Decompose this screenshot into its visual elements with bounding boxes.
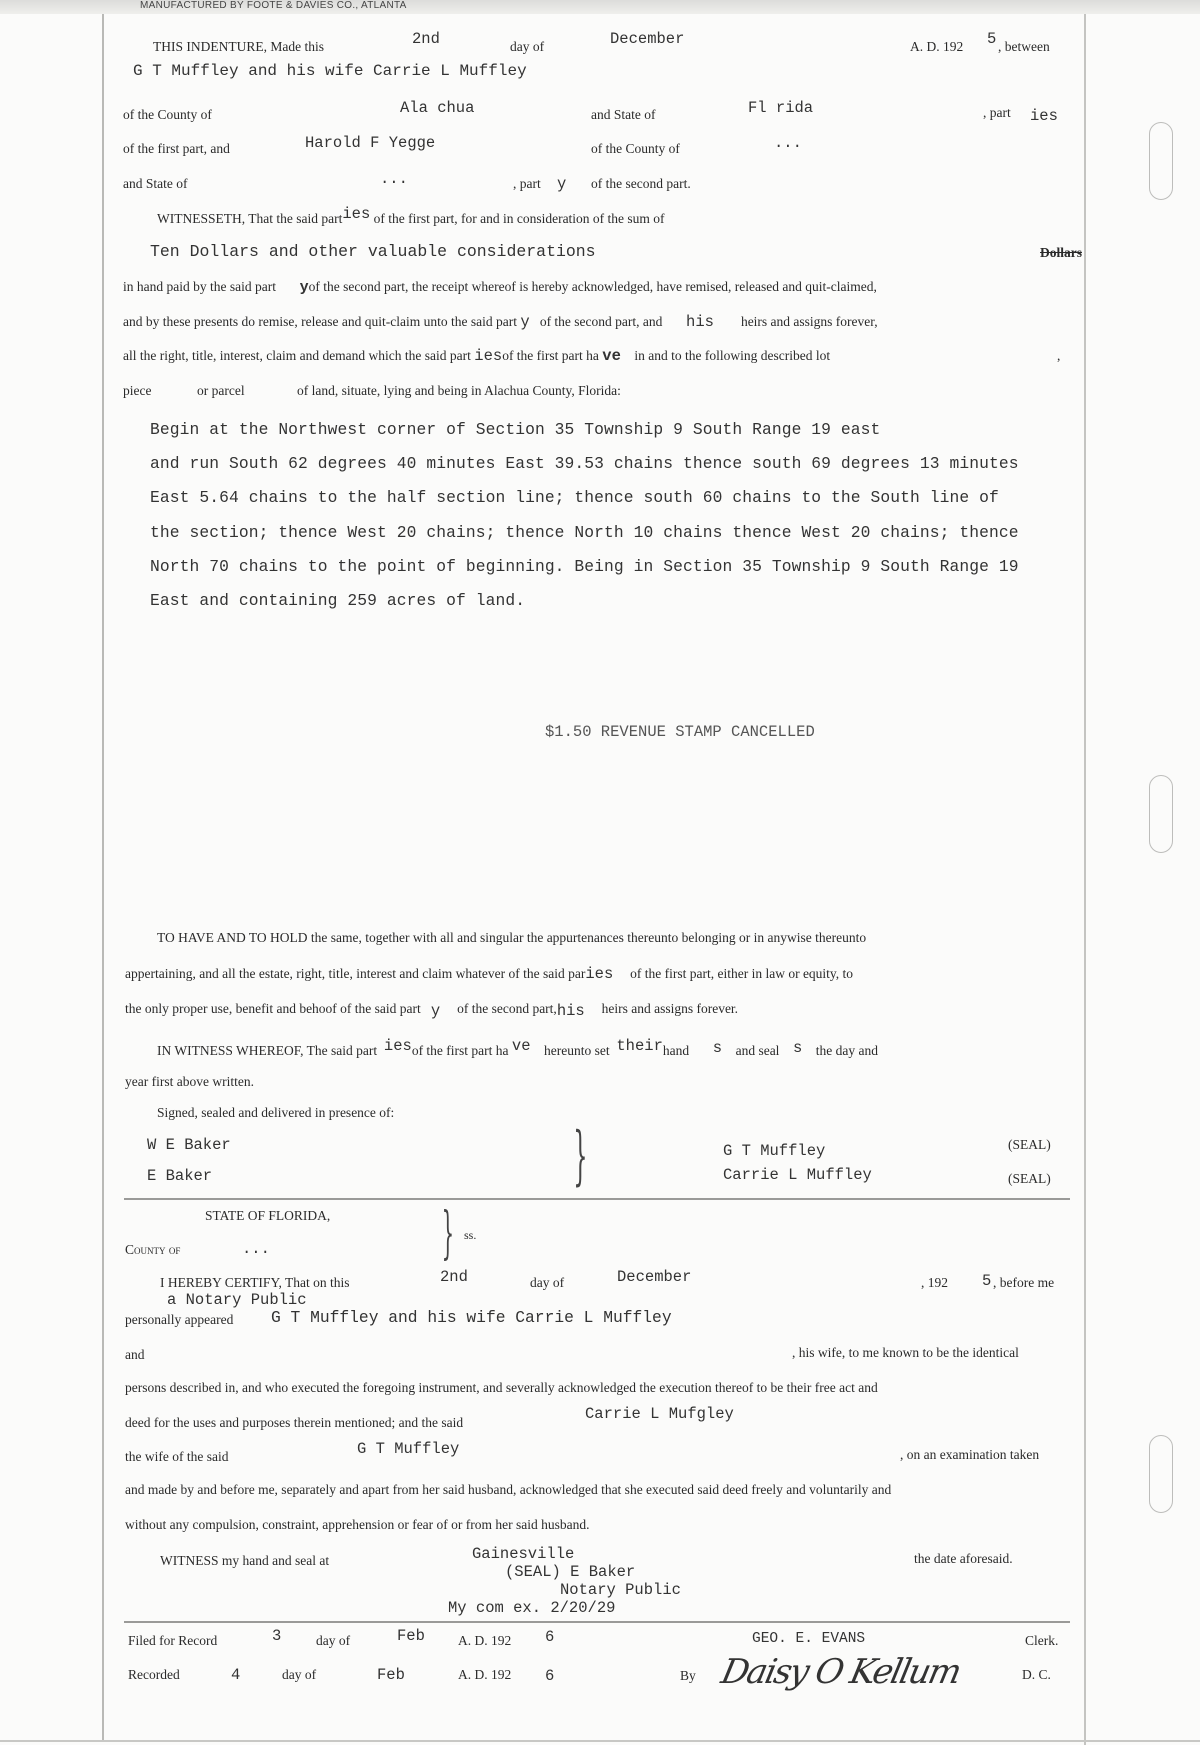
clerk-label: Clerk.: [1025, 1633, 1059, 1648]
wife-of-label: the wife of the said: [125, 1449, 229, 1464]
section-divider: [124, 1621, 1070, 1623]
grantor-signature: G T Muffley: [723, 1142, 826, 1160]
witnesseth-line-2: and by these presents do remise, release and quit-claim unto the said part y of the second part, and his heirs and assigns forever,: [123, 313, 878, 331]
ack-year-prefix: , 192: [921, 1275, 948, 1290]
ad-label: A. D. 192: [910, 39, 964, 54]
first-part-label: of the first part, and: [123, 141, 230, 156]
appeared-label: personally appeared: [125, 1312, 234, 1327]
habendum-line-3: the only proper use, benefit and behoof of the said part y of the second part,his heirs and assigns forever.: [125, 1001, 739, 1020]
filed-day: 3: [272, 1627, 282, 1645]
grantee-county: ...: [774, 134, 802, 152]
filed-day-of: day of: [316, 1633, 351, 1648]
recorded-label: Recorded: [128, 1667, 180, 1682]
revenue-stamp-note: $1.50 REVENUE STAMP CANCELLED: [545, 723, 815, 741]
before-me-label: , before me: [993, 1275, 1055, 1290]
exam-text: , on an examination taken: [900, 1447, 1040, 1462]
witnesseth-line-3: all the right, title, interest, claim and demand which the said part iesof the first part ha ve in and to the following described lot: [123, 347, 831, 365]
grantee-part-label: , part: [513, 176, 541, 191]
appeared-names: G T Muffley and his wife Carrie L Muffley: [271, 1308, 672, 1327]
seal-label: (SEAL): [1008, 1137, 1051, 1152]
grantor-county: Ala chua: [400, 99, 475, 117]
right-margin-rule: [1084, 14, 1086, 1745]
legal-description-line: East and containing 259 acres of land.: [150, 591, 526, 610]
bottom-edge: [0, 1740, 1200, 1742]
manufacturer-imprint: MANUFACTURED BY FOOTE & DAVIES CO., ATLANTA: [140, 0, 407, 11]
section-divider: [124, 1198, 1070, 1200]
notary-seal-line: (SEAL) E Baker: [505, 1563, 636, 1581]
consideration: Ten Dollars and other valuable considerations: [150, 242, 596, 261]
indenture-month: December: [610, 30, 685, 48]
ss-brace-icon: }: [441, 1201, 455, 1266]
legal-description-line: the section; thence West 20 chains; thence North 10 chains thence West 20 chains; thence: [150, 523, 1019, 542]
left-margin-rule: [102, 14, 104, 1740]
grantee-state: ...: [380, 170, 408, 188]
grantee-part-suffix: y: [557, 175, 567, 193]
ack-county: ...: [242, 1240, 270, 1258]
ack-deed-line: deed for the uses and purposes therein mentioned; and the said: [125, 1415, 464, 1430]
witness-name: E Baker: [147, 1167, 213, 1185]
binder-hole-icon: [1149, 122, 1173, 200]
legal-description-line: Begin at the Northwest corner of Section 35 Township 9 South Range 19 east: [150, 420, 881, 439]
deputy-clerk-signature: Daisy O Kellum: [717, 1652, 964, 1692]
legal-description-line: and run South 62 degrees 40 minutes East 39.53 chains thence south 69 degrees 13 minutes: [150, 454, 1019, 473]
dollars-struck: Dollars: [1040, 245, 1082, 260]
witnesseth-line-1: in hand paid by the said part yof the second part, the receipt whereof is hereby acknowledged, have remised, released and quit-claimed,: [123, 279, 877, 296]
notary-title: Notary Public: [560, 1581, 681, 1599]
testimonium-line-2: year first above written.: [125, 1074, 254, 1089]
ss-label: ss.: [464, 1228, 477, 1242]
grantors-names: G T Muffley and his wife Carrie L Muffley: [133, 62, 527, 80]
between-label: , between: [998, 39, 1050, 54]
grantee-name: Harold F Yegge: [305, 134, 436, 152]
second-part-label: of the second part.: [591, 176, 691, 191]
habendum-line-2: appertaining, and all the estate, right, title, interest and claim whatever of the said paries of the first part, either in law or equity, to: [125, 965, 854, 983]
ack-day-of: day of: [530, 1275, 565, 1290]
ack-month: December: [617, 1268, 692, 1286]
parcel-label: or parcel: [197, 383, 245, 398]
grantee-county-label: of the County of: [591, 141, 680, 156]
piece-label: piece: [123, 383, 152, 398]
ack-year-digit: 5: [982, 1272, 992, 1290]
grantor-state: Fl rida: [748, 99, 814, 117]
signed-label: Signed, sealed and delivered in presence of:: [157, 1105, 395, 1120]
recorded-month: Feb: [377, 1666, 405, 1684]
legal-description-line: North 70 chains to the point of beginning. Being in Section 35 Township 9 South Range 19: [150, 557, 1019, 576]
notary-commission: My com ex. 2/20/29: [448, 1599, 616, 1617]
certify-label: I HEREBY CERTIFY, That on this: [160, 1275, 350, 1290]
county-label: of the County of: [123, 107, 212, 122]
recorded-day: 4: [231, 1666, 241, 1684]
ack-day: 2nd: [440, 1268, 468, 1286]
ack-state: STATE OF FLORIDA,: [205, 1208, 331, 1223]
witness-hand-label: WITNESS my hand and seal at: [160, 1553, 330, 1568]
day-of-label: day of: [510, 39, 545, 54]
part-suffix: ies: [1030, 107, 1058, 125]
grantor-signature: Carrie L Muffley: [723, 1166, 872, 1184]
lot-comma: ,: [1057, 348, 1061, 363]
part-label: , part: [983, 105, 1011, 120]
ack-county-label: County of: [125, 1242, 181, 1257]
date-aforesaid: the date aforesaid.: [914, 1551, 1013, 1566]
his-wife-text: , his wife, to me known to be the identical: [792, 1345, 1019, 1360]
recorded-ad-label: A. D. 192: [458, 1667, 512, 1682]
by-label: By: [680, 1668, 696, 1683]
clerk-name: GEO. E. EVANS: [752, 1631, 866, 1647]
legal-description-line: East 5.64 chains to the half section line; thence south 60 chains to the South line of: [150, 488, 999, 507]
ack-made-line: and made by and before me, separately and apart from her said husband, acknowledged that she executed said deed freely and voluntarily and: [125, 1482, 892, 1497]
indenture-day: 2nd: [412, 30, 440, 48]
recorded-year-digit: 6: [545, 1667, 555, 1685]
habendum-line-1: TO HAVE AND TO HOLD the same, together with all and singular the appurtenances thereunto belonging or in anywise thereunto: [157, 930, 867, 945]
witness-name: W E Baker: [147, 1136, 231, 1154]
dc-label: D. C.: [1022, 1667, 1051, 1682]
binder-hole-icon: [1149, 1435, 1173, 1513]
filed-ad-label: A. D. 192: [458, 1633, 512, 1648]
filed-month: Feb: [397, 1627, 425, 1645]
ack-persons-line: persons described in, and who executed the foregoing instrument, and severally acknowledged the execution thereof to be their free act and: [125, 1380, 878, 1395]
husband-name: G T Muffley: [357, 1440, 460, 1458]
indenture-year-digit: 5: [987, 30, 997, 48]
testimonium-line-1: IN WITNESS WHEREOF, The said part iesof the first part ha ve hereunto set theirhand s and seal s the day and: [157, 1037, 878, 1058]
and-label: and: [125, 1347, 145, 1362]
signature-brace-icon: }: [573, 1119, 588, 1193]
state-label: and State of: [591, 107, 656, 122]
witness-place: Gainesville: [472, 1545, 575, 1563]
indenture-intro: THIS INDENTURE, Made this: [153, 39, 324, 54]
recorded-day-of: day of: [282, 1667, 317, 1682]
filed-year-digit: 6: [545, 1628, 555, 1646]
seal-label: (SEAL): [1008, 1171, 1051, 1186]
witnesseth-text: WITNESSETH, That the said parties of the first part, for and in consideration of the sum of: [157, 205, 665, 226]
binder-hole-icon: [1149, 775, 1173, 853]
land-location: of land, situate, lying and being in Alachua County, Florida:: [297, 383, 621, 398]
officer-title: a Notary Public: [167, 1291, 307, 1309]
ack-without-line: without any compulsion, constraint, apprehension or fear of or from her said husband.: [125, 1517, 590, 1532]
filed-label: Filed for Record: [128, 1633, 218, 1648]
wife-name: Carrie L Mufgley: [585, 1405, 734, 1423]
grantee-state-label: and State of: [123, 176, 188, 191]
